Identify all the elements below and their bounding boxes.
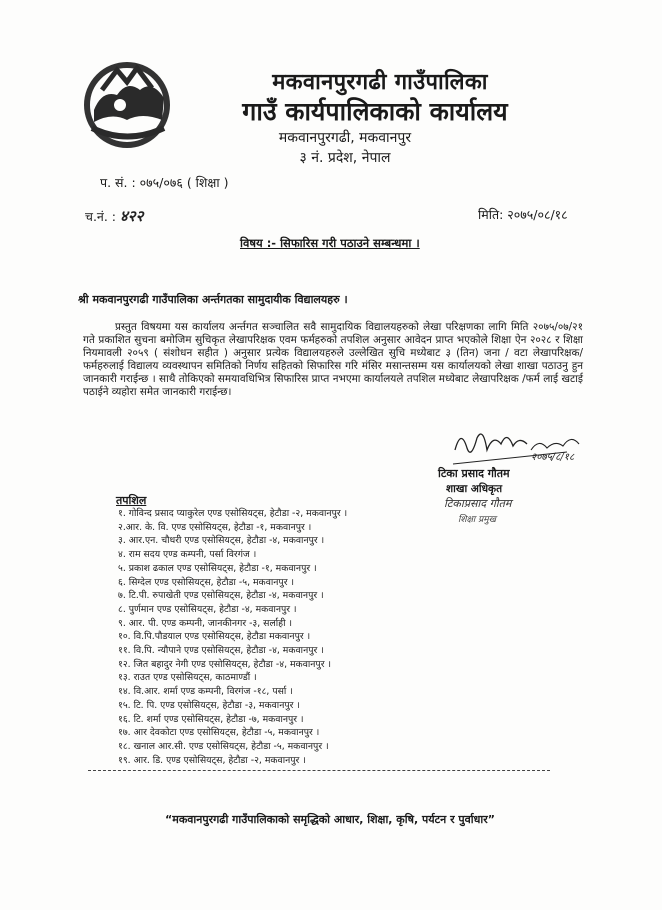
list-heading: तपशिल <box>116 494 147 507</box>
auditor-list <box>118 507 347 767</box>
dispatch-number-label: च.नं. : <box>85 209 117 224</box>
list-item: १७. आर देवकोटा एण्ड एसोसियट्स, हेटौडा -५, मकवानपुर । <box>118 727 320 739</box>
letter-recipient: श्री मकवानपुरगढी गाउँपालिका अर्न्तगतका सामुदायीक विद्यालयहरु । <box>78 293 348 306</box>
list-item: १६. टि. शर्मा एण्ड एसोसियट्स, हेटौडा -७, मकवानपुर । <box>118 713 304 725</box>
letter-body <box>83 321 583 399</box>
list-item: २.आर. के. वि. एण्ड एसोसियट्स, हेटौडा -१, मकवानपुर । <box>118 521 312 533</box>
list-item: १४. वि.आर. शर्मा एण्ड कम्पनी, विरगंज -१८, पर्सा । <box>118 686 293 698</box>
list-item: ८. पुर्णमान एण्ड एसोसियट्स, हेटौडा -४, मकवानपुर । <box>118 603 297 615</box>
stamp-name: टिकाप्रसाद गौतम <box>444 497 512 510</box>
dispatch-number <box>85 206 143 226</box>
list-item: ४. राम सदय एण्ड कम्पनी, पर्सा विरगंज । <box>118 549 257 561</box>
municipality-name: मकवानपुरगढी गाउँपालिका <box>272 70 488 95</box>
dispatch-number-value: ४२२ <box>120 207 144 225</box>
letter-date: मिति: २०७५/०८/१८ <box>478 207 568 222</box>
list-item: १८. खनाल आर.सी. एण्ड एसोसियट्स, हेटौडा -५, मकवानपुर । <box>118 740 329 752</box>
province-line: ३ नं. प्रदेश, नेपाल <box>299 150 391 166</box>
footer-slogan: “मकवानपुरगढी गाउँपालिकाको समृद्धिको आधार, शिक्षा, कृषि, पर्यटन र पुर्वाधार” <box>165 813 495 826</box>
list-item: ३. आर.एन. चौधरी एण्ड एसोसियट्स, हेटौडा -४, मकवानपुर । <box>118 535 325 547</box>
list-item: ९. आर. पी. एण्ड कम्पनी, जानकीनगर -३, सर्लाही । <box>118 617 292 629</box>
list-item: ६. सिग्देल एण्ड एसोसियट्स, हेटौडा -५, मकवानपुर । <box>118 576 294 588</box>
signatory-title: शाखा अधिकृत <box>446 483 503 495</box>
list-item: १२. जित बहादुर नेगी एण्ड एसोसियट्स, हेटौडा -४, मकवानपुर । <box>118 658 331 670</box>
list-item: ७. टि.पी. रुपाखेती एण्ड एसोसियट्स, हेटौडा -४, मकवानपुर । <box>118 590 324 602</box>
letter-reference: प. सं. : ०७५/०७६ ( शिक्षा ) <box>100 175 229 190</box>
list-item: १. गोविन्द प्रसाद प्याकुरेल एण्ड एसोसियट्स, हेटौडा -२, मकवानपुर । <box>118 508 348 519</box>
body-paragraph: प्रस्तुत विषयमा यस कार्यालय अर्न्तगत सञ्चालित सवै सामुदायिक विद्यालयहरुको लेखा परिक्षणका लागि मिति २०७५/०७/२१ गते प्रकाशित सुचना बमोजिम सुचिकृत लेखापरिक्षक एवम फर्महरुको तपशिल अनुसार आवेदन प्राप्त भएकोले शिक्षा ऐन २०२८ र शिक्षा नियमावली २०५९ ( संशोधन सहीत ) अनुसार प्रत्येक विद्यालयहरुले उल्लेखित सुचि मध्येबाट ३ (तिन) जना / वटा लेखापरिक्षक/ फर्महरुलाई विद्यालय व्यवस्थापन समितिको निर्णय सहितको सिफारिस गरि मंसिर मसान्तसम्म यस कार्यालयको लेखा शाखा पठाउनु हुन जानकारी गराईन्छ । साथै तोकिएको समयावधिभित्र सिफारिस प्राप्त नभएमा कार्यालयले तपशिल मध्येबाट लेखापरिक्षक /फर्म लाई खटाई पठाईने व्यहोरा समेत जानकारी गराईन्छ। <box>83 321 583 398</box>
signatory-name: टिका प्रसाद गौतम <box>438 467 510 480</box>
stamp-title: शिक्षा प्रमुख <box>458 515 496 525</box>
list-item: ११. वि.पि. न्यौपाने एण्ड एसोसियट्स, हेटौडा -४, मकवानपुर । <box>118 645 324 657</box>
list-item: १५. टि. पि. एण्ड एसोसियट्स, हेटौडा -३, मकवानपुर । <box>118 699 300 711</box>
signature-date: २०७५/८/१८ <box>531 452 575 463</box>
footer-divider <box>88 770 550 771</box>
list-item: १३. राउत एण्ड एसोसियट्स, काठमाण्डौं । <box>118 672 257 684</box>
list-item: १०. वि.पि.पौडयाल एण्ड एसोसियट्स, हेटौडा मकवानपुर । <box>118 631 311 643</box>
letter-subject: विषय :- सिफारिस गरी पठाउने सम्बन्धमा । <box>240 236 420 250</box>
office-name: गाउँ कार्यपालिकाको कार्यालय <box>242 97 508 126</box>
office-address: मकवानपुरगढी, मकवानपुर <box>278 130 412 146</box>
list-item: ५. प्रकाश ढकाल एण्ड एसोसियट्स, हेटौडा -१, मकवानपुर । <box>118 562 317 574</box>
list-item: १९. आर. डि. एण्ड एसोसियट्स, हेटौडा -२, मकवानपुर । <box>118 754 306 766</box>
